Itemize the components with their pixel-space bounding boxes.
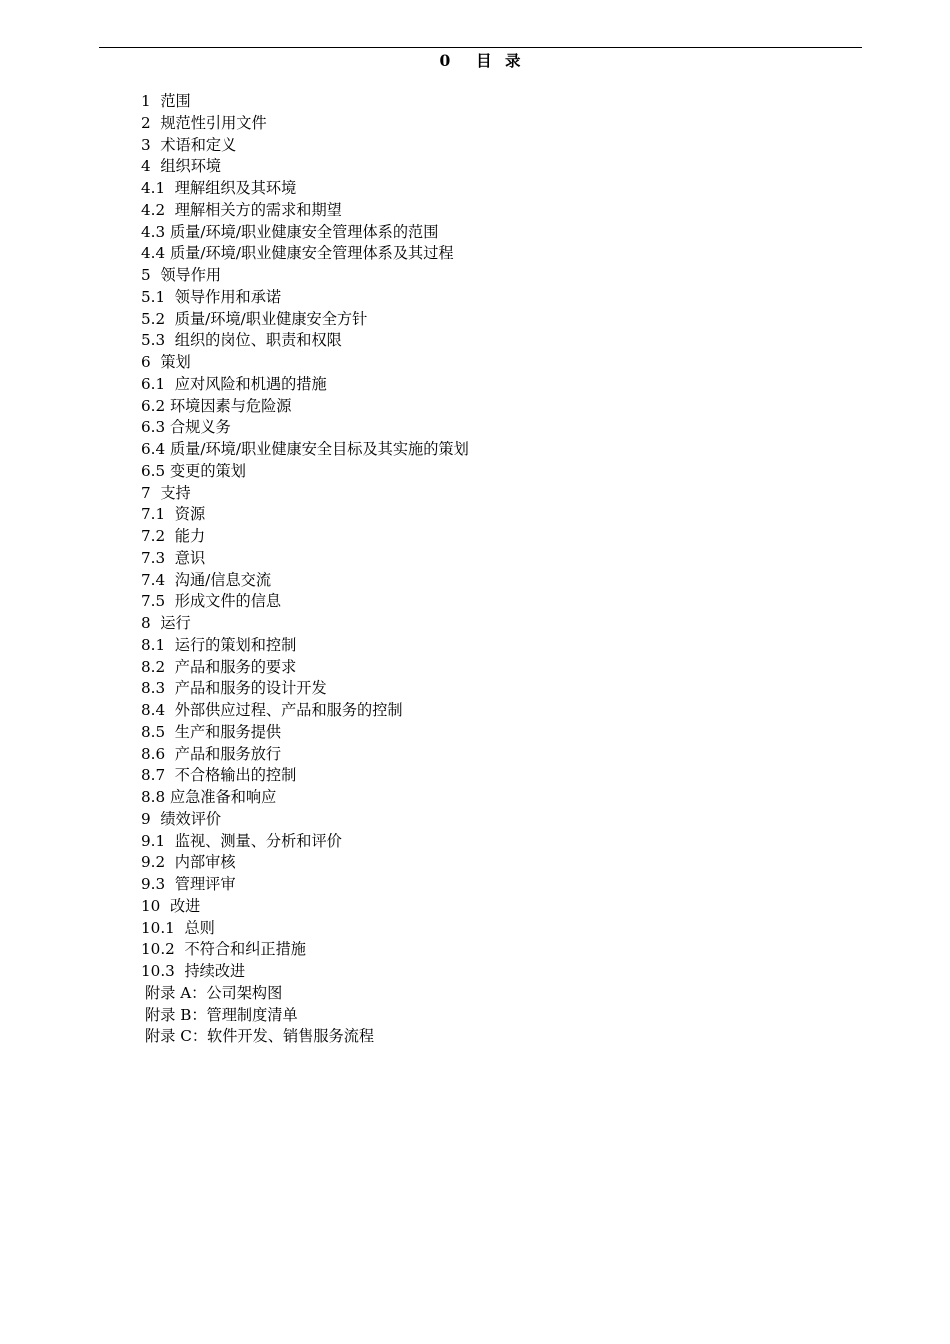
toc-title: 0 目 录 xyxy=(439,51,522,70)
toc-entry: 1 范围 xyxy=(141,92,191,110)
toc-entry: 7 支持 xyxy=(141,483,191,502)
toc-entry: 5.3 组织的岗位、职责和权限 xyxy=(141,331,342,350)
toc-entry: 2 规范性引用文件 xyxy=(141,113,267,132)
toc-entry: 9.1 监视、测量、分析和评价 xyxy=(141,831,342,850)
toc-entry: 4.2 理解相关方的需求和期望 xyxy=(141,200,342,219)
toc-entry: 8.8 应急准备和响应 xyxy=(141,788,277,806)
toc-entry: 10.1 总则 xyxy=(141,918,215,937)
toc-entry: 3 术语和定义 xyxy=(141,135,237,154)
toc-appendix-entry: 附录 B：管理制度清单 xyxy=(145,1005,298,1024)
toc-entry: 8.6 产品和服务放行 xyxy=(141,744,282,763)
toc-entry: 7.2 能力 xyxy=(141,527,206,545)
toc-entry: 8.4 外部供应过程、产品和服务的控制 xyxy=(141,701,403,719)
toc-appendix-entry: 附录 A：公司架构图 xyxy=(145,983,283,1002)
toc-entry: 6.3 合规义务 xyxy=(141,418,231,437)
toc-entry: 9.2 内部审核 xyxy=(141,853,236,872)
toc-entry: 10.2 不符合和纠正措施 xyxy=(141,940,306,959)
toc-entry: 4.3 质量/环境/职业健康安全管理体系的范围 xyxy=(141,222,439,241)
toc-entry: 4.1 理解组织及其环境 xyxy=(141,179,297,197)
toc-entry: 7.1 资源 xyxy=(141,505,206,524)
toc-entry: 8.2 产品和服务的要求 xyxy=(141,657,297,676)
toc-entry: 6.5 变更的策划 xyxy=(141,461,246,480)
toc-entry: 9.3 管理评审 xyxy=(141,875,236,893)
toc-entry: 8.5 生产和服务提供 xyxy=(141,722,282,741)
toc-entry: 8.1 运行的策划和控制 xyxy=(141,635,297,654)
toc-entry: 8 运行 xyxy=(141,614,191,632)
toc-entry: 5 领导作用 xyxy=(141,266,222,284)
toc-entry: 4.4 质量/环境/职业健康安全管理体系及其过程 xyxy=(141,244,454,263)
toc-entry: 7.4 沟通/信息交流 xyxy=(141,570,272,589)
toc-entry: 7.5 形成文件的信息 xyxy=(141,592,282,611)
toc-entry: 6.1 应对风险和机遇的措施 xyxy=(141,374,327,393)
toc-entry: 7.3 意识 xyxy=(141,548,206,567)
toc-entry: 6.2 环境因素与危险源 xyxy=(141,396,292,415)
toc-entry: 6.4 质量/环境/职业健康安全目标及其实施的策划 xyxy=(141,440,469,458)
toc-entry: 5.2 质量/环境/职业健康安全方针 xyxy=(141,309,368,328)
toc-entry: 10 改进 xyxy=(141,896,201,915)
toc-appendix-entry: 附录 C：软件开发、销售服务流程 xyxy=(145,1027,375,1046)
toc-entry: 8.3 产品和服务的设计开发 xyxy=(141,679,327,698)
header-rule xyxy=(99,47,862,48)
toc-entry: 10.3 持续改进 xyxy=(141,962,246,980)
toc-entry: 8.7 不合格输出的控制 xyxy=(141,766,297,785)
toc-entry: 4 组织环境 xyxy=(141,157,222,176)
toc-entry: 6 策划 xyxy=(141,353,191,371)
toc-entry: 9 绩效评价 xyxy=(141,809,222,828)
toc-list xyxy=(141,91,469,1048)
toc-entry: 5.1 领导作用和承诺 xyxy=(141,287,282,306)
